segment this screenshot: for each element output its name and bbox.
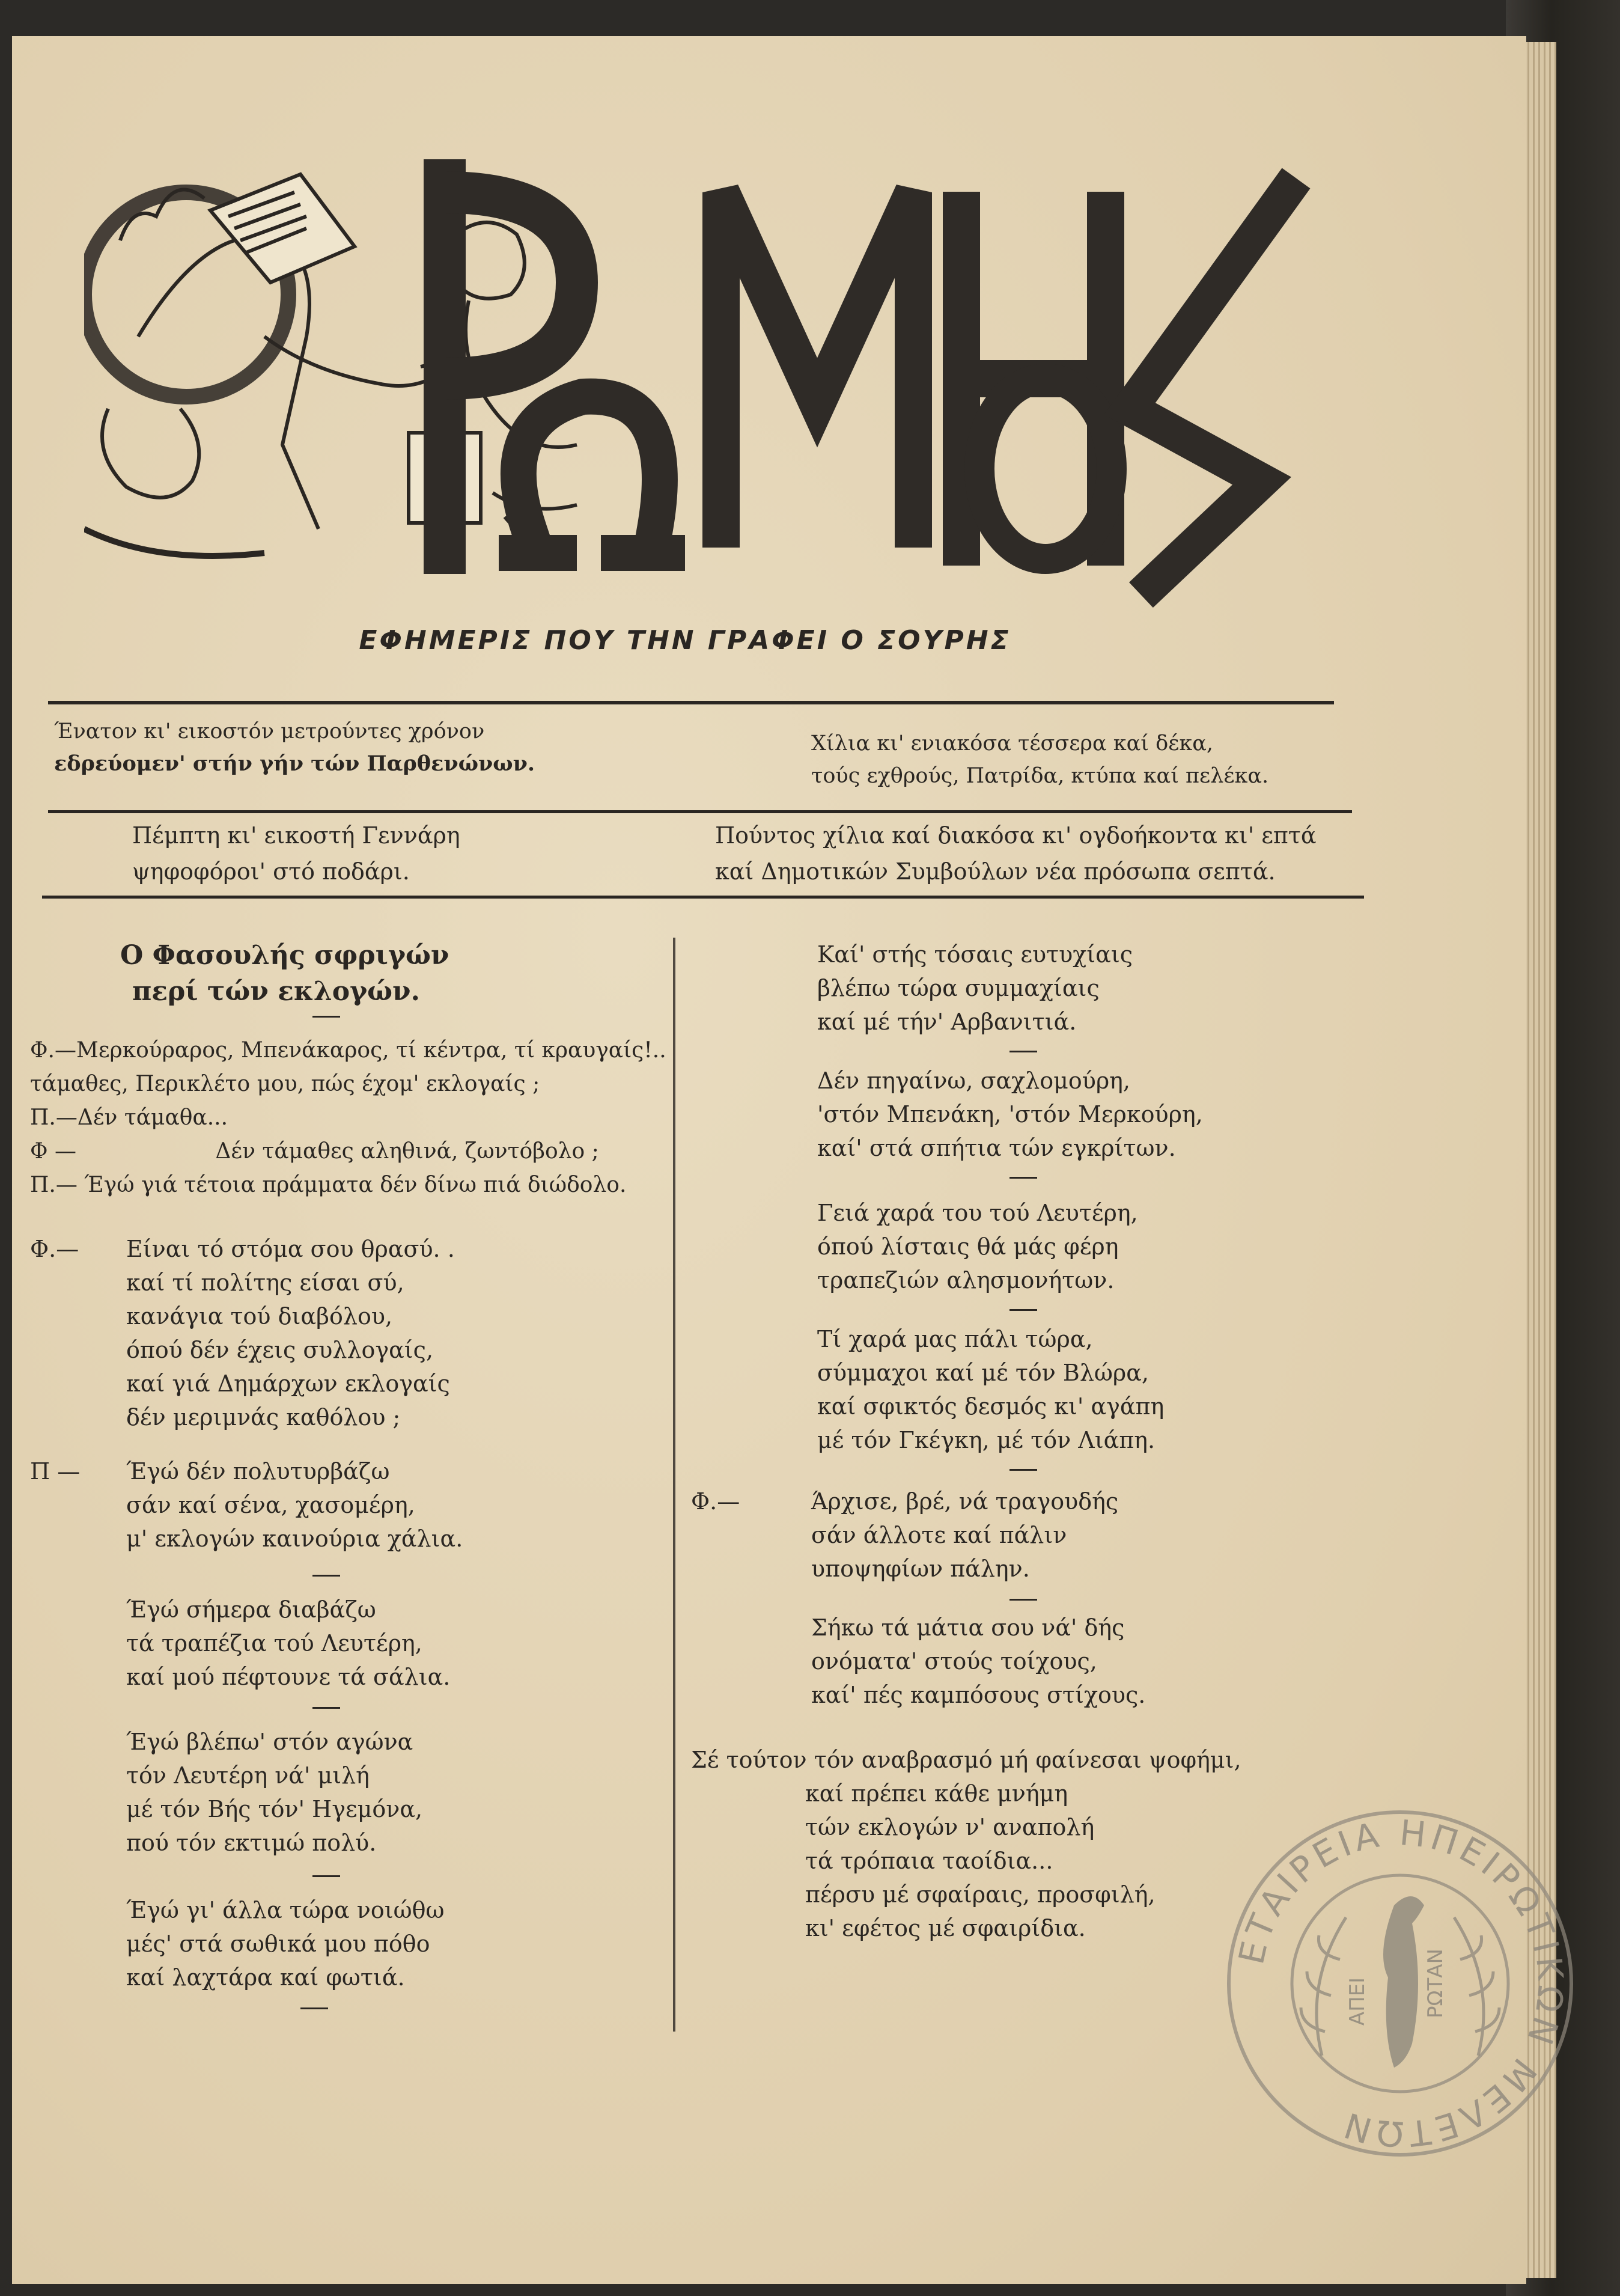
poem-dialogue (30, 1034, 666, 1202)
stanza-line: πέρσυ μέ σφαίραις, προσφιλή, (805, 1881, 1156, 1908)
stanza-line: 'στόν Μπενάκη, 'στόν Μερκούρη, (817, 1101, 1203, 1128)
separator-dash (312, 1575, 340, 1577)
header-rule-top (48, 701, 1334, 704)
dialogue-text: Δέν τάμαθες αληθινά, ζωντόβολο ; (215, 1139, 599, 1164)
separator-dash (1009, 1469, 1037, 1471)
stanza-line: τόν Λευτέρη νά' μιλή (126, 1762, 370, 1789)
dialogue-line: Φ.—Μερκούραρος, Μπενάκαρος, τί κέντρα, τί κραυγαίς!.. (30, 1038, 666, 1063)
stanza-line: πού τόν εκτιμώ πολύ. (126, 1830, 377, 1856)
stanza-line: καί μέ τήν' Αρβανιτιά. (817, 1009, 1077, 1035)
stanza-line: Έγώ σήμερα διαβάζω (126, 1596, 376, 1623)
stanza-line: Άρχισε, βρέ, νά τραγουδής (811, 1488, 1119, 1515)
dialogue-line: Π.— Έγώ γιά τέτοια πράμματα δέν δίνω πιά διώδολο. (30, 1173, 627, 1197)
stanza (817, 1322, 1164, 1457)
motto-line: τούς εχθρούς, Πατρίδα, κτύπα καί πελέκα. (811, 764, 1269, 788)
stanza-line: Δέν πηγαίνω, σαχλομούρη, (817, 1067, 1131, 1094)
closing-stanza (691, 1743, 1241, 1945)
column-divider (673, 938, 675, 2032)
dialogue-line (30, 1135, 666, 1168)
stamp-center-right: ΡΩΤΑΝ (1424, 1949, 1448, 2018)
stanza-line: δέν μεριμνάς καθόλου ; (126, 1404, 401, 1430)
poem-title (120, 938, 449, 1010)
separator-dash (1009, 1309, 1037, 1311)
stanza-line: μέ τόν Γκέγκη, μέ τόν Λιάπη. (817, 1427, 1156, 1453)
stanza-line: κι' εφέτος μέ σφαιρίδια. (805, 1915, 1086, 1941)
stanza-line: τά τρόπαια ταοίδια... (805, 1848, 1053, 1874)
stanza-line: Τί χαρά μας πάλι τώρα, (817, 1326, 1093, 1352)
speaker-label: Π — (30, 1458, 81, 1485)
newspaper-subtitle: ΕΦΗΜΕΡΙΣ ΠΟΥ ΤΗΝ ΓΡΑΦΕΙ Ο ΣΟΥΡΗΣ (359, 625, 1011, 656)
stanza-line: καί πρέπει κάθε μνήμη (805, 1780, 1068, 1807)
stanza-line: σύμμαχοι καί μέ τόν Βλώρα, (817, 1360, 1149, 1386)
speaker-label: Φ.— (691, 1488, 740, 1515)
stamp-ring-text: ΕΤΑΙΡΕΙΑ ΗΠΕΙΡΩΤΙΚΩΝ ΜΕΛΕΤΩΝ (1231, 1812, 1572, 2155)
stanza-line: Σήκω τά μάτια σου νά' δής (811, 1614, 1125, 1641)
stanza-line: καί σφικτός δεσμός κι' αγάπη (817, 1393, 1165, 1420)
stanza-line: σάν άλλοτε καί πάλιν (811, 1522, 1067, 1548)
stanza-line: καί' πές καμπόσους στίχους. (811, 1682, 1146, 1708)
stanza-line: καί' στά σπήτια τών εγκρίτων. (817, 1135, 1176, 1161)
separator-dash (312, 1016, 340, 1018)
motto-line: εδρεύομεν' στήν γήν τών Παρθενώνων. (54, 751, 535, 776)
stanza-line: τά τραπέζια τού Λευτέρη, (126, 1630, 422, 1656)
header-motto-left (54, 715, 535, 780)
dialogue-line: Π.—Δέν τάμαθα... (30, 1105, 228, 1130)
separator-dash (312, 1707, 340, 1709)
motto-line: καί Δημοτικών Συμβούλων νέα πρόσωπα σεπτά. (715, 858, 1276, 885)
dialogue-speaker: Φ — (30, 1139, 76, 1164)
stanza-line: κανάγια τού διαβόλου, (126, 1303, 393, 1330)
stanza-line: Είναι τό στόμα σου θρασύ. . (126, 1236, 455, 1262)
stanza-line: τραπεζιών αλησμονήτων. (817, 1267, 1115, 1293)
stanza-line: Έγώ βλέπω' στόν αγώνα (126, 1729, 413, 1755)
stanza-line: καί μού πέφτουνε τά σάλια. (126, 1664, 451, 1690)
separator-dash (312, 1875, 340, 1877)
stanza-line: καί λαχτάρα καί φωτιά. (126, 1964, 405, 1991)
stanza-line: Καί' στής τόσαις ευτυχίαις (817, 941, 1133, 968)
stanza-line: μέ τόν Βής τόν' Ηγεμόνα, (126, 1796, 423, 1822)
date-motto-right (715, 817, 1317, 890)
stanza-line: τών εκλογών ν' αναπολή (805, 1814, 1095, 1840)
masthead-artwork (84, 156, 1334, 613)
separator-dash (1009, 1599, 1037, 1601)
stanza-line: Έγώ δέν πολυτυρβάζω (126, 1458, 390, 1485)
motto-line: Πέμπτη κι' εικοστή Γεννάρη (132, 822, 460, 849)
date-motto-left (132, 817, 460, 890)
header-motto-right (811, 727, 1268, 792)
stanza (126, 1455, 463, 1556)
stanza-line: Έγώ γι' άλλα τώρα νοιώθω (126, 1897, 445, 1923)
stamp-center-left: ΑΠΕΙ (1345, 1977, 1369, 2026)
stanza-line: Σέ τούτον τόν αναβρασμό μή φαίνεσαι ψοφήμι, (691, 1747, 1241, 1773)
motto-line: ψηφοφόροι' στό ποδάρι. (132, 858, 410, 885)
stanza (126, 1232, 455, 1434)
stanza-line: μ' εκλογών καινούρια χάλια. (126, 1525, 463, 1552)
stanza-line: όπού δέν έχεις συλλογαίς, (126, 1337, 434, 1363)
masthead-logo (445, 180, 1286, 583)
stanza-line: καί γιά Δημάρχων εκλογαίς (126, 1370, 450, 1397)
stanza-line: υποψηφίων πάλην. (811, 1556, 1030, 1582)
motto-line: Ένατον κι' εικοστόν μετρούντες χρόνον (54, 719, 485, 743)
stanza-line: σάν καί σένα, χασομέρη, (126, 1492, 415, 1518)
stanza (817, 1196, 1138, 1297)
stanza-line: μές' στά σωθικά μου πόθο (126, 1931, 430, 1957)
motto-line: Χίλια κι' ενιακόσα τέσσερα καί δέκα, (811, 731, 1213, 756)
stanza (811, 1485, 1118, 1586)
masthead-logo-text: ΡΩΜΗΟΣ (850, 596, 880, 603)
separator-dash (300, 2007, 328, 2009)
stanza (126, 1725, 422, 1860)
speaker-label: Φ.— (30, 1236, 79, 1262)
stanza-line: όπού λίσταις θά μάς φέρη (817, 1233, 1119, 1260)
stanza (811, 1611, 1145, 1712)
separator-dash (1009, 1177, 1037, 1179)
stamp-bird-icon (1383, 1896, 1424, 2068)
stanza-line: ονόματα' στούς τοίχους, (811, 1648, 1097, 1675)
stanza (817, 1064, 1203, 1165)
stanza-line: βλέπω τώρα συμμαχίαις (817, 975, 1100, 1001)
motto-line: Πούντος χίλια καί διακόσα κι' ογδοήκοντα κι' επτά (715, 822, 1317, 849)
separator-dash (1009, 1051, 1037, 1052)
poem-title-line: Ο Φασουλής σφριγών (120, 940, 449, 971)
stanza (126, 1593, 450, 1694)
header-rule-middle (48, 810, 1352, 813)
header-rule-bottom (42, 896, 1364, 899)
stanza-line: καί τί πολίτης είσαι σύ, (126, 1269, 404, 1296)
dialogue-line: τάμαθες, Περικλέτο μου, πώς έχομ' εκλογαίς ; (30, 1072, 540, 1096)
stanza-line: Γειά χαρά του τού Λευτέρη, (817, 1200, 1138, 1226)
masthead (84, 156, 1334, 613)
poem-title-line: περί τών εκλογών. (132, 976, 420, 1007)
library-stamp (1220, 1803, 1580, 2164)
stanza (126, 1893, 445, 1994)
stanza (817, 938, 1133, 1039)
